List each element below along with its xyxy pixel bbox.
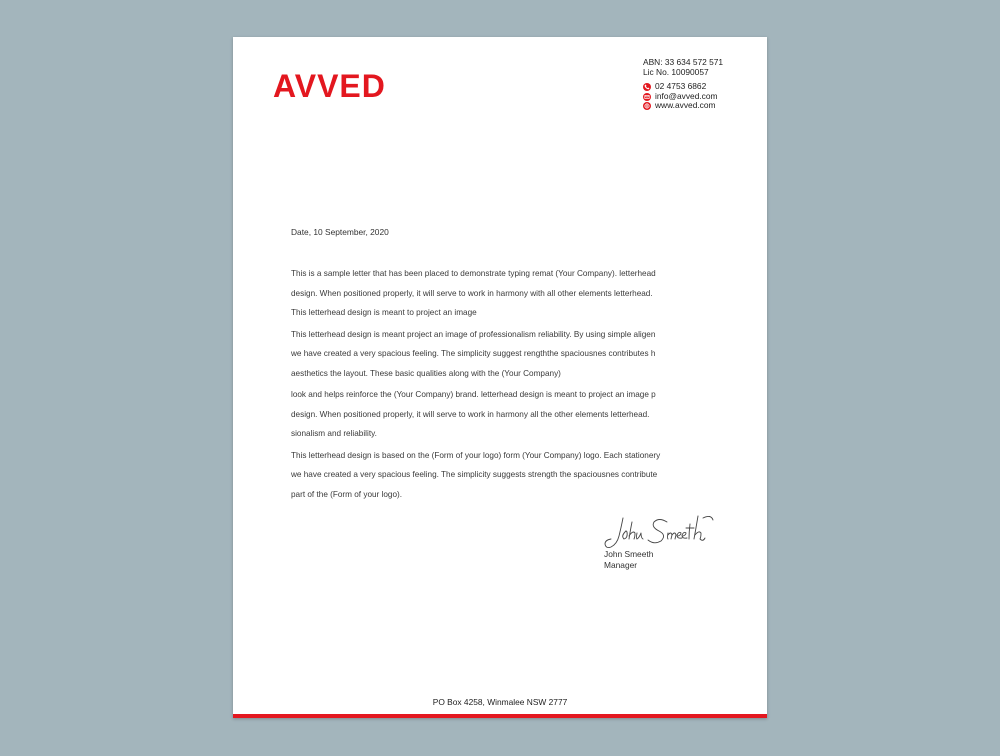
company-logo: AVVED bbox=[273, 68, 386, 104]
phone-icon bbox=[643, 83, 651, 91]
letter-date: Date, 10 September, 2020 bbox=[291, 227, 389, 237]
license-number: Lic No. 10090057 bbox=[643, 66, 709, 77]
letter-paragraph bbox=[291, 446, 731, 505]
paragraph-line: we have created a very spacious feeling. The simplicity suggests strength the spaciousnes contribute bbox=[291, 470, 658, 479]
paragraph-line: look and helps reinforce the (Your Company) brand. letterhead design is meant to project an image p bbox=[291, 390, 656, 399]
paragraph-line: sionalism and reliability. bbox=[291, 429, 377, 438]
contact-website[interactable] bbox=[643, 101, 763, 111]
paragraph-line: This letterhead design is meant to project an image bbox=[291, 308, 477, 317]
signer-title: Manager bbox=[604, 559, 638, 570]
web-icon bbox=[643, 102, 651, 110]
footer-accent-bar bbox=[233, 714, 767, 718]
paragraph-line: design. When positioned properly, it will serve to work in harmony all the other elements letterhead. bbox=[291, 409, 650, 419]
letter-paragraph bbox=[291, 325, 731, 384]
paragraph-line: This letterhead design is meant project an image of professionalism reliability. By using simple aligen bbox=[291, 329, 656, 339]
phone-text: 02 4753 6862 bbox=[655, 81, 707, 92]
signer-block bbox=[604, 549, 653, 570]
paragraph-line: aesthetics the layout. These basic qualities along with the (Your Company) bbox=[291, 368, 561, 378]
paragraph-line: This is a sample letter that has been placed to demonstrate typing remat (Your Company). letterhead bbox=[291, 269, 656, 278]
handwritten-signature bbox=[599, 514, 714, 554]
paragraph-line: part of the (Form of your logo). bbox=[291, 489, 403, 499]
abn-number: ABN: 33 634 572 571 bbox=[643, 57, 724, 67]
email-text: info@avved.com bbox=[655, 90, 718, 101]
contact-block bbox=[643, 58, 763, 111]
paragraph-line: This letterhead design is based on the (Form of your logo) form (Your Company) logo. Each stationery bbox=[291, 450, 661, 460]
letter-paragraph bbox=[291, 385, 731, 444]
letter-paragraph bbox=[291, 264, 731, 323]
letter-body bbox=[291, 264, 731, 505]
letterhead-page bbox=[233, 37, 767, 718]
email-icon bbox=[643, 93, 651, 101]
paragraph-line: we have created a very spacious feeling. The simplicity suggest rengththe spaciousnes contributes h bbox=[291, 349, 656, 358]
website-text: www.avved.com bbox=[655, 100, 716, 111]
footer-address: PO Box 4258, Winmalee NSW 2777 bbox=[432, 697, 568, 707]
paragraph-line: design. When positioned properly, it will serve to work in harmony with all other elements letterhead. bbox=[291, 288, 653, 298]
signer-name: John Smeeth bbox=[604, 549, 654, 559]
